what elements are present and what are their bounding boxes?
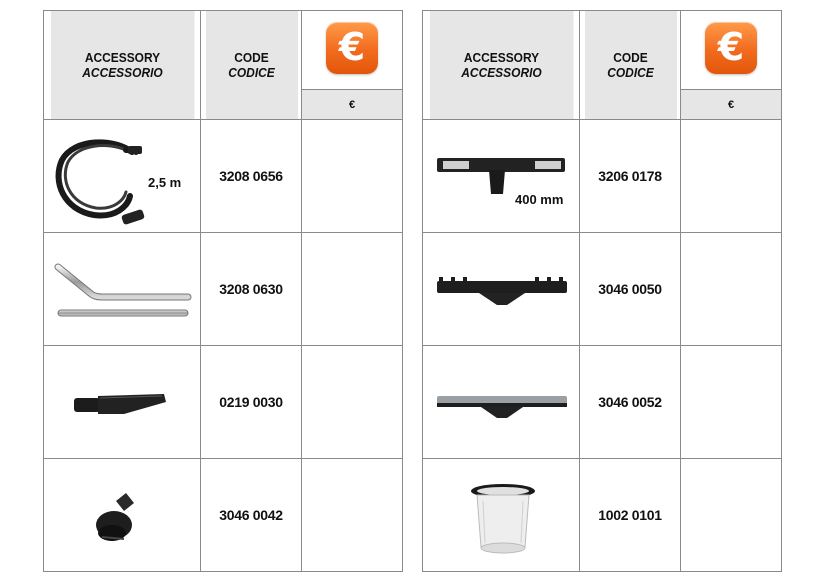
header-accessory-en: ACCESSORY	[84, 50, 160, 65]
code-cell: 3046 0052	[580, 346, 681, 459]
accessory-image-crevice-nozzle	[44, 346, 201, 459]
accessory-table-left	[43, 10, 403, 572]
accessory-image-floor-nozzle	[423, 120, 580, 233]
squeegee-insert-icon	[423, 346, 580, 458]
table-row	[423, 120, 782, 233]
crevice-nozzle-icon	[44, 346, 201, 458]
price-cell	[681, 346, 782, 459]
code-cell: 3046 0050	[580, 233, 681, 346]
header-code-it: CODICE	[227, 65, 275, 80]
price-cell	[302, 120, 403, 233]
table-row	[423, 459, 782, 572]
wands-icon	[44, 233, 201, 345]
accessory-image-wands	[44, 233, 201, 346]
price-cell	[302, 233, 403, 346]
accessory-image-hose	[44, 120, 201, 233]
accessory-image-squeegee	[423, 233, 580, 346]
price-cell	[681, 233, 782, 346]
accessory-image-round-brush	[44, 459, 201, 572]
code-cell: 0219 0030	[201, 346, 302, 459]
table-row	[423, 233, 782, 346]
filter-icon	[423, 459, 580, 571]
header-price-symbol: €	[302, 90, 403, 120]
price-cell	[302, 459, 403, 572]
header-accessory	[50, 11, 194, 120]
nozzle-width-label: 400 mm	[515, 192, 564, 207]
table-row	[44, 346, 403, 459]
code-cell: 1002 0101	[580, 459, 681, 572]
round-brush-icon	[44, 459, 201, 571]
table-row	[44, 233, 403, 346]
price-cell	[681, 120, 782, 233]
table-row	[423, 346, 782, 459]
header-accessory-it: ACCESSORIO	[81, 65, 163, 80]
header-code-en: CODE	[233, 50, 269, 65]
header-price-icon-cell	[681, 11, 782, 90]
accessory-image-cartridge-filter	[423, 459, 580, 572]
accessory-table-right	[422, 10, 782, 572]
accessory-image-squeegee-insert	[423, 346, 580, 459]
euro-icon: €	[326, 22, 378, 74]
table-row	[44, 459, 403, 572]
header-code	[205, 11, 298, 120]
code-cell: 3208 0656	[201, 120, 302, 233]
header-accessory-it: ACCESSORIO	[460, 65, 542, 80]
squeegee-icon	[423, 233, 580, 345]
header-accessory	[429, 11, 573, 120]
code-cell: 3046 0042	[201, 459, 302, 572]
code-cell: 3206 0178	[580, 120, 681, 233]
header-accessory-en: ACCESSORY	[463, 50, 539, 65]
hose-length-label: 2,5 m	[148, 175, 182, 190]
header-code-it: CODICE	[606, 65, 654, 80]
header-price-symbol: €	[681, 90, 782, 120]
price-cell	[302, 346, 403, 459]
header-code-en: CODE	[612, 50, 648, 65]
code-cell: 3208 0630	[201, 233, 302, 346]
euro-icon: €	[705, 22, 757, 74]
price-cell	[681, 459, 782, 572]
table-row	[44, 120, 403, 233]
floor-nozzle-icon	[423, 120, 580, 232]
header-price-icon-cell	[302, 11, 403, 90]
header-code	[584, 11, 677, 120]
